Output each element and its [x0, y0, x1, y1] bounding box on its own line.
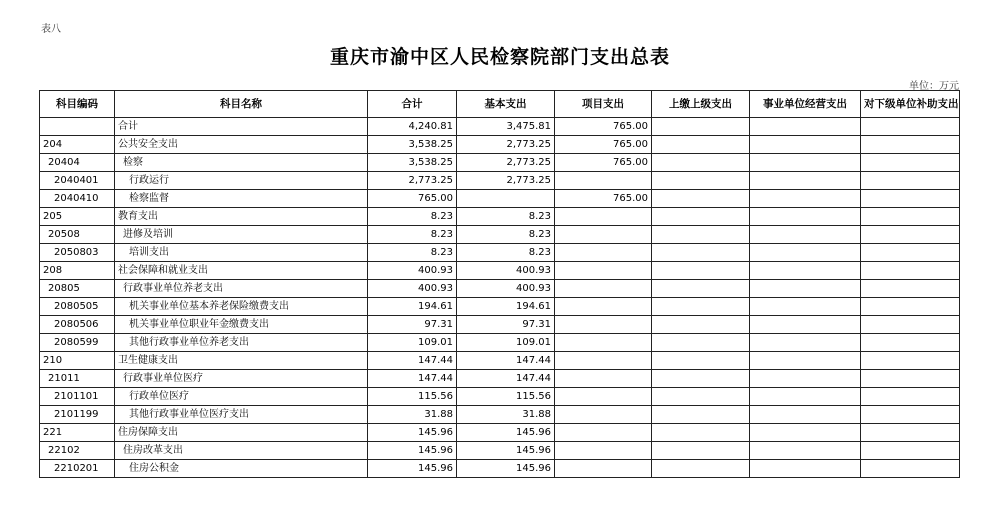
- cell-code: 20805: [40, 280, 115, 298]
- unit-label: 单位：万元: [909, 81, 959, 92]
- cell-code: 2080599: [40, 334, 115, 352]
- header-name: 科目名称: [115, 91, 368, 118]
- cell-business: [750, 442, 861, 460]
- cell-code: 210: [40, 352, 115, 370]
- cell-basic: 8.23: [457, 244, 555, 262]
- cell-code: 2040410: [40, 190, 115, 208]
- cell-subsidy: [861, 136, 960, 154]
- cell-upper: [652, 442, 750, 460]
- cell-subsidy: [861, 370, 960, 388]
- cell-subsidy: [861, 190, 960, 208]
- cell-upper: [652, 280, 750, 298]
- cell-total: 8.23: [368, 226, 457, 244]
- table-row: [40, 154, 960, 172]
- cell-business: [750, 208, 861, 226]
- cell-name: 其他行政事业单位养老支出: [115, 334, 368, 352]
- cell-basic: 145.96: [457, 424, 555, 442]
- cell-code: 205: [40, 208, 115, 226]
- cell-subsidy: [861, 316, 960, 334]
- cell-subsidy: [861, 226, 960, 244]
- cell-subsidy: [861, 388, 960, 406]
- cell-business: [750, 460, 861, 478]
- cell-business: [750, 352, 861, 370]
- cell-subsidy: [861, 298, 960, 316]
- cell-basic: 8.23: [457, 226, 555, 244]
- cell-business: [750, 118, 861, 136]
- cell-project: [555, 316, 652, 334]
- cell-upper: [652, 154, 750, 172]
- cell-project: [555, 298, 652, 316]
- cell-code: 2210201: [40, 460, 115, 478]
- cell-upper: [652, 316, 750, 334]
- cell-project: [555, 370, 652, 388]
- cell-subsidy: [861, 154, 960, 172]
- cell-code: 2080506: [40, 316, 115, 334]
- cell-name: 机关事业单位职业年金缴费支出: [115, 316, 368, 334]
- cell-name: 教育支出: [115, 208, 368, 226]
- cell-project: 765.00: [555, 136, 652, 154]
- cell-subsidy: [861, 172, 960, 190]
- cell-upper: [652, 118, 750, 136]
- cell-project: [555, 334, 652, 352]
- cell-code: 2050803: [40, 244, 115, 262]
- cell-upper: [652, 298, 750, 316]
- cell-upper: [652, 334, 750, 352]
- table-row: [40, 172, 960, 190]
- cell-name: 行政事业单位养老支出: [115, 280, 368, 298]
- cell-code: 21011: [40, 370, 115, 388]
- cell-upper: [652, 208, 750, 226]
- cell-business: [750, 136, 861, 154]
- cell-name: 培训支出: [115, 244, 368, 262]
- table-row: [40, 442, 960, 460]
- cell-subsidy: [861, 118, 960, 136]
- cell-name: 机关事业单位基本养老保险缴费支出: [115, 298, 368, 316]
- cell-total: 147.44: [368, 370, 457, 388]
- cell-business: [750, 262, 861, 280]
- cell-code: 22102: [40, 442, 115, 460]
- table-row: [40, 118, 960, 136]
- cell-name: 检察: [115, 154, 368, 172]
- cell-name: 合计: [115, 118, 368, 136]
- table-row: [40, 280, 960, 298]
- cell-project: [555, 172, 652, 190]
- header-total: 合计: [368, 91, 457, 118]
- cell-code: 2040401: [40, 172, 115, 190]
- cell-code: 2101101: [40, 388, 115, 406]
- cell-basic: 145.96: [457, 442, 555, 460]
- cell-project: [555, 460, 652, 478]
- table-row: [40, 208, 960, 226]
- cell-business: [750, 388, 861, 406]
- cell-name: 卫生健康支出: [115, 352, 368, 370]
- cell-business: [750, 424, 861, 442]
- cell-basic: 400.93: [457, 280, 555, 298]
- cell-basic: 2,773.25: [457, 136, 555, 154]
- cell-basic: 31.88: [457, 406, 555, 424]
- header-business: 事业单位经营支出: [750, 91, 861, 118]
- cell-subsidy: [861, 460, 960, 478]
- cell-basic: 3,475.81: [457, 118, 555, 136]
- cell-upper: [652, 244, 750, 262]
- table-row: [40, 190, 960, 208]
- cell-subsidy: [861, 334, 960, 352]
- cell-upper: [652, 172, 750, 190]
- cell-total: 8.23: [368, 244, 457, 262]
- cell-total: 400.93: [368, 262, 457, 280]
- cell-total: 31.88: [368, 406, 457, 424]
- cell-code: 2101199: [40, 406, 115, 424]
- table-row: [40, 424, 960, 442]
- cell-project: [555, 244, 652, 262]
- cell-upper: [652, 424, 750, 442]
- cell-basic: 2,773.25: [457, 172, 555, 190]
- cell-total: 3,538.25: [368, 136, 457, 154]
- table-row: [40, 316, 960, 334]
- cell-basic: 147.44: [457, 352, 555, 370]
- cell-project: 765.00: [555, 154, 652, 172]
- cell-total: 145.96: [368, 424, 457, 442]
- table-body: [40, 118, 960, 478]
- cell-name: 住房公积金: [115, 460, 368, 478]
- cell-project: [555, 262, 652, 280]
- table-row: [40, 262, 960, 280]
- page-title: 重庆市渝中区人民检察院部门支出总表: [329, 46, 670, 68]
- cell-total: 145.96: [368, 460, 457, 478]
- table-row: [40, 370, 960, 388]
- cell-name: 住房改革支出: [115, 442, 368, 460]
- cell-project: [555, 388, 652, 406]
- header-upper: 上缴上级支出: [652, 91, 750, 118]
- cell-basic: 97.31: [457, 316, 555, 334]
- cell-total: 145.96: [368, 442, 457, 460]
- cell-upper: [652, 388, 750, 406]
- cell-basic: 2,773.25: [457, 154, 555, 172]
- cell-project: [555, 226, 652, 244]
- cell-basic: [457, 190, 555, 208]
- header-code: 科目编码: [40, 91, 115, 118]
- cell-project: [555, 442, 652, 460]
- table-row: [40, 244, 960, 262]
- table-row: [40, 298, 960, 316]
- cell-upper: [652, 460, 750, 478]
- cell-business: [750, 370, 861, 388]
- table-row: [40, 388, 960, 406]
- cell-code: 20508: [40, 226, 115, 244]
- cell-total: 8.23: [368, 208, 457, 226]
- table-row: [40, 406, 960, 424]
- cell-name: 社会保障和就业支出: [115, 262, 368, 280]
- cell-code: 20404: [40, 154, 115, 172]
- cell-name: 检察监督: [115, 190, 368, 208]
- table-number-label: 表八: [41, 24, 61, 35]
- cell-upper: [652, 136, 750, 154]
- cell-name: 其他行政事业单位医疗支出: [115, 406, 368, 424]
- cell-code: 221: [40, 424, 115, 442]
- cell-business: [750, 226, 861, 244]
- cell-project: [555, 208, 652, 226]
- table-header-row: [40, 91, 960, 118]
- cell-business: [750, 154, 861, 172]
- cell-total: 194.61: [368, 298, 457, 316]
- cell-subsidy: [861, 406, 960, 424]
- cell-upper: [652, 190, 750, 208]
- table-row: [40, 226, 960, 244]
- cell-business: [750, 334, 861, 352]
- cell-name: 行政事业单位医疗: [115, 370, 368, 388]
- cell-subsidy: [861, 280, 960, 298]
- cell-project: [555, 280, 652, 298]
- table-row: [40, 352, 960, 370]
- table-row: [40, 460, 960, 478]
- cell-name: 住房保障支出: [115, 424, 368, 442]
- cell-total: 765.00: [368, 190, 457, 208]
- cell-total: 109.01: [368, 334, 457, 352]
- table-row: [40, 334, 960, 352]
- cell-code: [40, 118, 115, 136]
- cell-basic: 147.44: [457, 370, 555, 388]
- header-basic: 基本支出: [457, 91, 555, 118]
- cell-business: [750, 280, 861, 298]
- cell-business: [750, 190, 861, 208]
- cell-basic: 145.96: [457, 460, 555, 478]
- cell-upper: [652, 352, 750, 370]
- cell-basic: 115.56: [457, 388, 555, 406]
- cell-total: 97.31: [368, 316, 457, 334]
- cell-project: 765.00: [555, 118, 652, 136]
- cell-subsidy: [861, 262, 960, 280]
- cell-total: 400.93: [368, 280, 457, 298]
- cell-business: [750, 172, 861, 190]
- cell-project: [555, 406, 652, 424]
- cell-business: [750, 298, 861, 316]
- expense-table: [39, 90, 960, 478]
- cell-basic: 400.93: [457, 262, 555, 280]
- cell-subsidy: [861, 442, 960, 460]
- cell-total: 147.44: [368, 352, 457, 370]
- cell-subsidy: [861, 424, 960, 442]
- cell-business: [750, 244, 861, 262]
- cell-name: 公共安全支出: [115, 136, 368, 154]
- cell-basic: 109.01: [457, 334, 555, 352]
- cell-total: 2,773.25: [368, 172, 457, 190]
- cell-upper: [652, 226, 750, 244]
- cell-project: 765.00: [555, 190, 652, 208]
- cell-name: 行政单位医疗: [115, 388, 368, 406]
- cell-business: [750, 406, 861, 424]
- cell-subsidy: [861, 208, 960, 226]
- cell-upper: [652, 370, 750, 388]
- cell-project: [555, 352, 652, 370]
- cell-basic: 8.23: [457, 208, 555, 226]
- cell-code: 2080505: [40, 298, 115, 316]
- table-row: [40, 136, 960, 154]
- cell-project: [555, 424, 652, 442]
- cell-basic: 194.61: [457, 298, 555, 316]
- cell-total: 3,538.25: [368, 154, 457, 172]
- cell-upper: [652, 262, 750, 280]
- cell-subsidy: [861, 352, 960, 370]
- cell-name: 行政运行: [115, 172, 368, 190]
- header-project: 项目支出: [555, 91, 652, 118]
- cell-name: 进修及培训: [115, 226, 368, 244]
- cell-code: 204: [40, 136, 115, 154]
- header-subsidy: 对下级单位补助支出: [861, 91, 960, 118]
- cell-total: 115.56: [368, 388, 457, 406]
- cell-upper: [652, 406, 750, 424]
- cell-total: 4,240.81: [368, 118, 457, 136]
- cell-code: 208: [40, 262, 115, 280]
- cell-subsidy: [861, 244, 960, 262]
- cell-business: [750, 316, 861, 334]
